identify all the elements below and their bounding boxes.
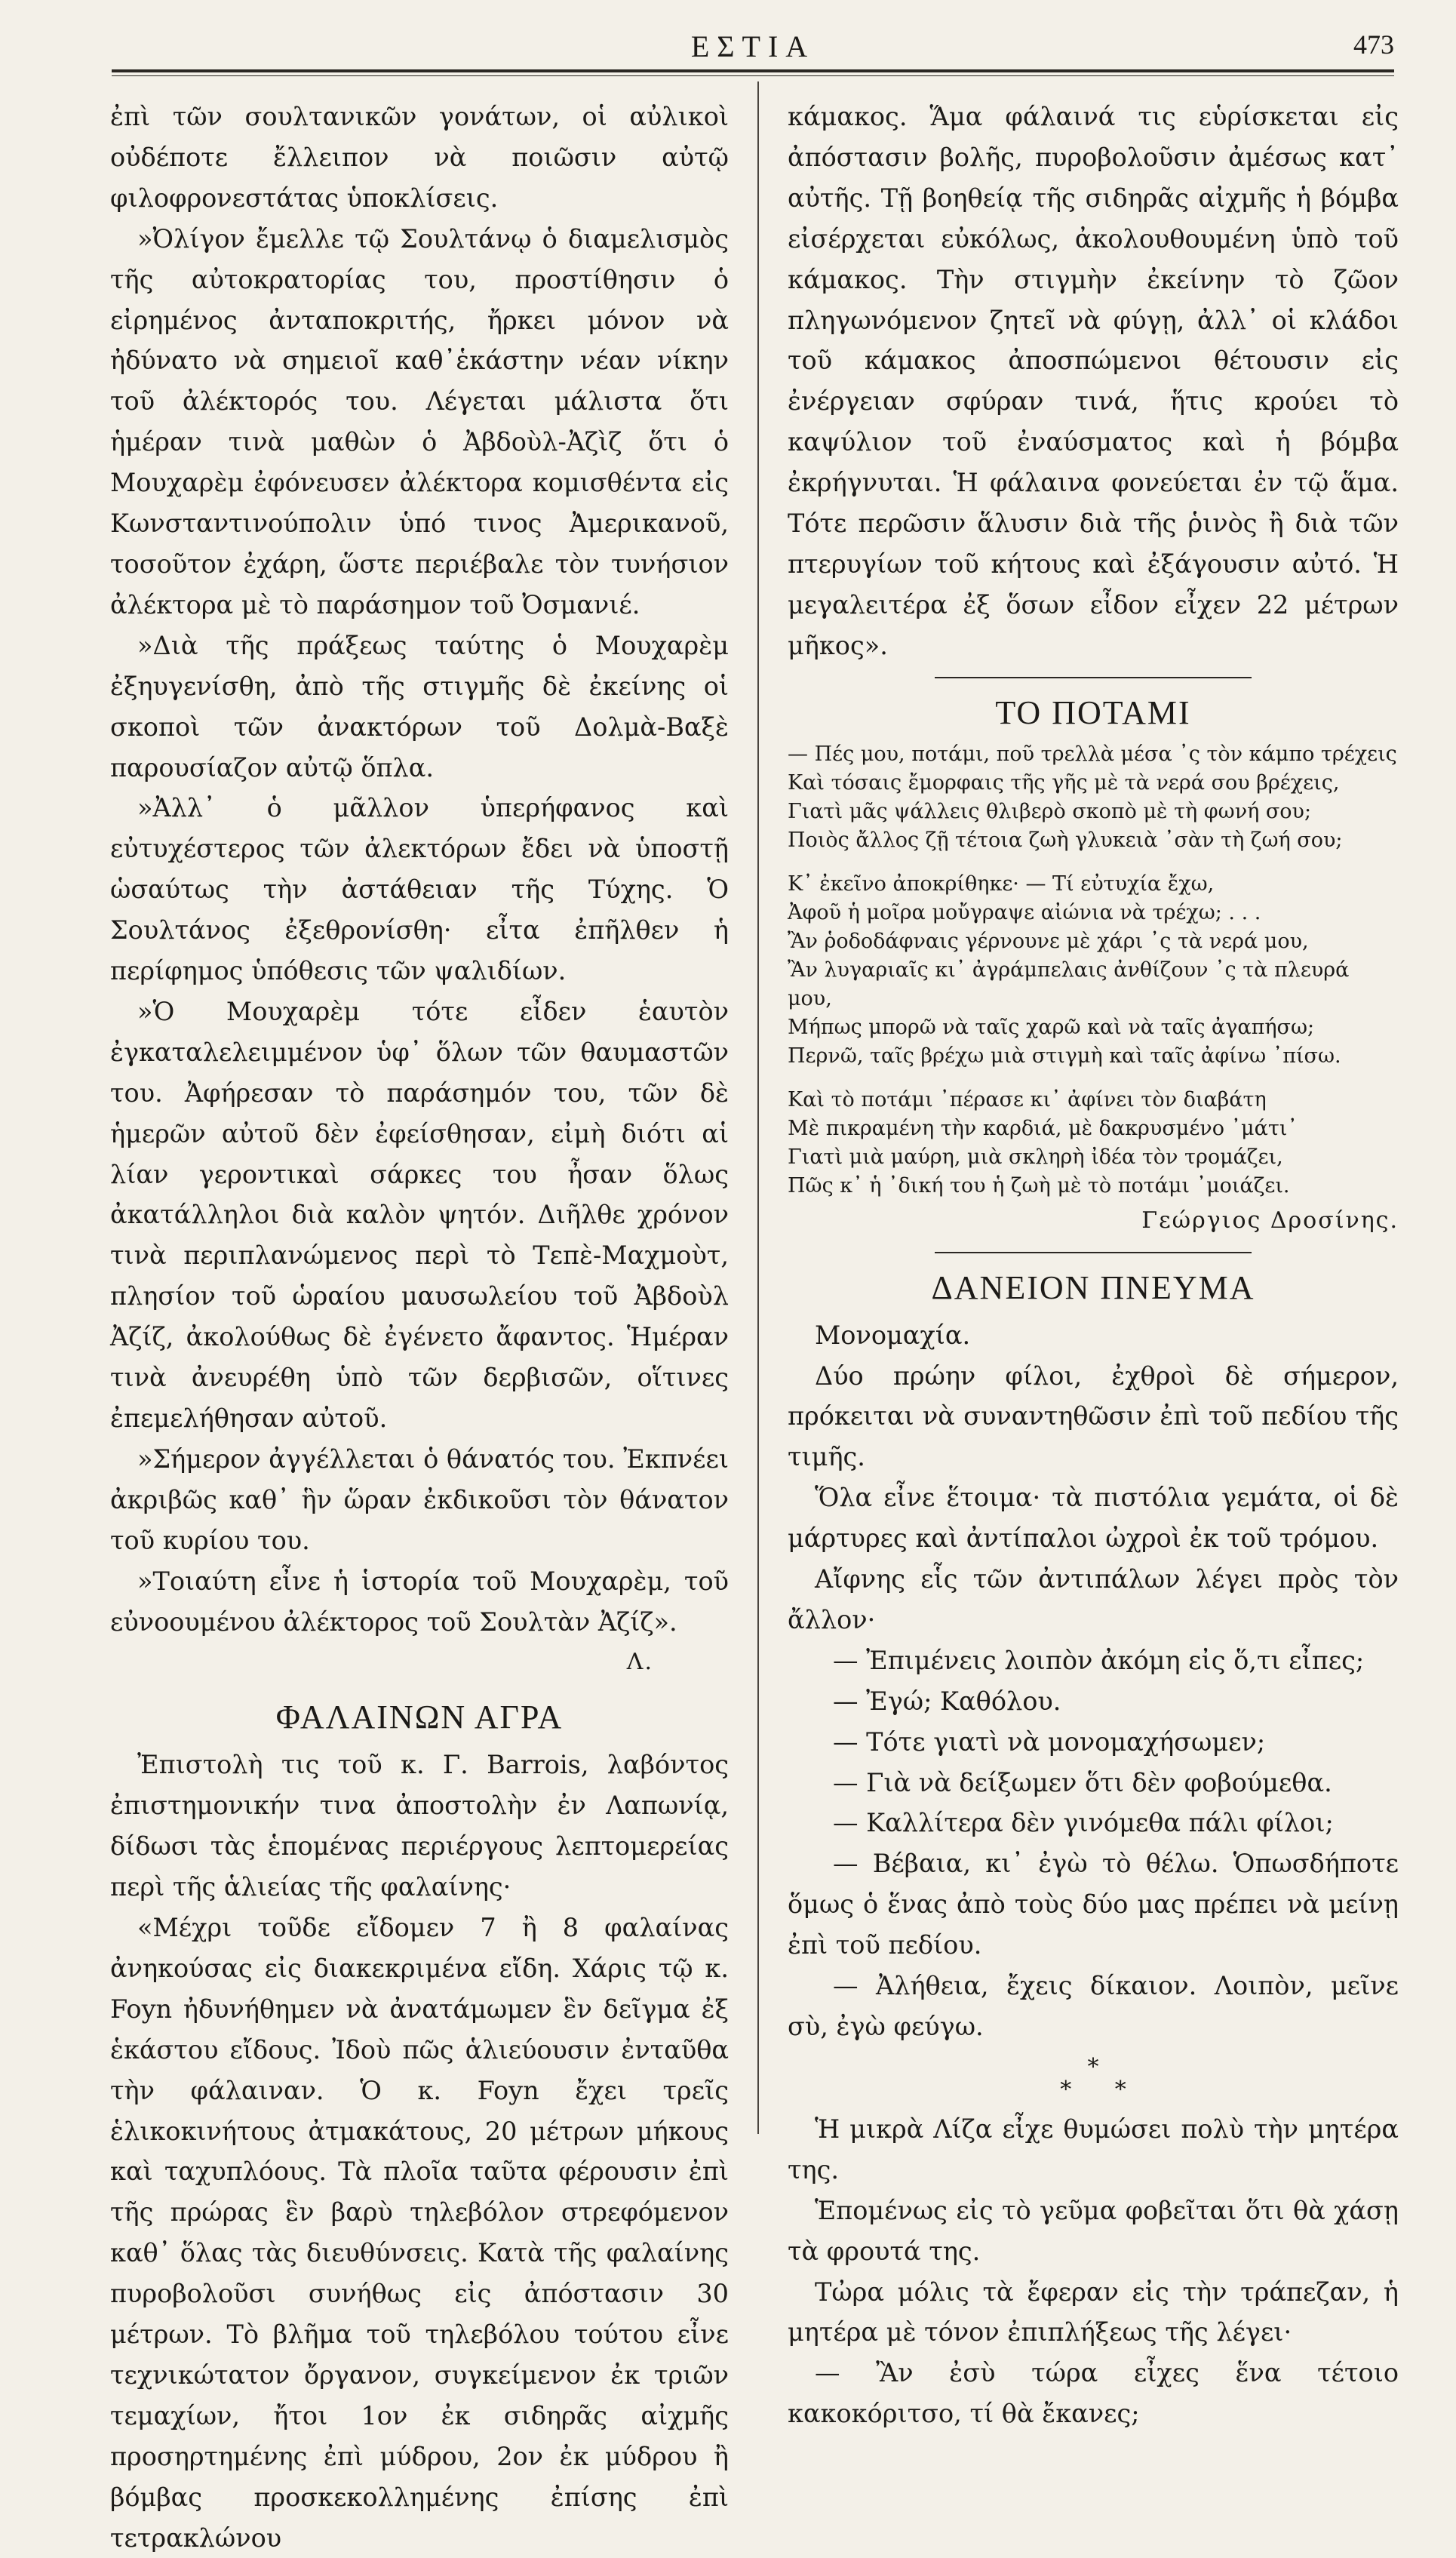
paragraph: Δύο πρώην φίλοι, ἐχθροὶ δὲ σήμερον, πρόκειται νὰ συναντηθῶσιν ἐπὶ τοῦ πεδίου τῆς τιμῆς. (788, 1360, 1399, 1472)
paragraph: Ἡ μικρὰ Λίζα εἶχε θυμώσει πολὺ τὴν μητέρα της. (788, 2114, 1399, 2184)
dialogue-line: — Ἐπιμένεις λοιπὸν ἀκόμη εἰς ὅ,τι εἶπες; (833, 1645, 1365, 1675)
page-number: 473 (1353, 29, 1394, 60)
paragraph: Τὠρα μόλις τὰ ἔφεραν εἰς τὴν τράπεζαν, ἡ μητέρα μὲ τόνον ἐπιπλήξεως τῆς λέγει· (788, 2277, 1399, 2347)
poem-signature: Γεώργιος Δροσίνης. (1141, 1207, 1399, 1234)
poem-line: Περνῶ, ταῖς βρέχω μιὰ στιγμὴ καὶ ταῖς ἀφίνω ᾽πίσω. (788, 1044, 1341, 1068)
paragraph: »Διὰ τῆς πράξεως ταύτης ὁ Μουχαρὲμ ἐξηυγενίσθη, ἀπὸ τῆς στιγμῆς δὲ ἐκείνης οἱ σκοποὶ τῶν ἀνακτόρων τοῦ Δολμὰ-Βαξὲ παρουσίαζον αὐτῷ ὅπλα. (110, 630, 729, 782)
paragraph: «Μέχρι τοῦδε εἴδομεν 7 ἢ 8 φαλαίνας ἀνηκούσας εἰς διακεκριμένα εἴδη. Χάρις τῷ κ. Foyn ἠδυνήθημεν νὰ ἀνατάμωμεν ἓν δεῖγμα ἐξ ἑκάστου εἴδους. Ἰδοὺ πῶς ἁλιεύουσιν ἐνταῦθα τὴν φάλαιναν. Ὁ κ. Foyn ἔχει τρεῖς ἑλικοκινήτους ἀτμακάτους, 20 μέτρων μήκους καὶ ταχυπλόους. Τὰ πλοῖα ταῦτα φέρουσιν ἐπὶ τῆς πρώρας ἓν βαρὺ τηλεβόλον στρεφόμενον καθ᾽ ὅλας τὰς διευθύνσεις. Κατὰ τῆς φαλαίνης πυροβολοῦσι συνήθως εἰς ἀπόστασιν 30 μέτρων. Τὸ βλῆμα τοῦ τηλεβόλου τούτου εἶνε τεχνικώτατον ὄργανον, συγκείμενον ἐκ τριῶν τεμαχίων, ἤτοι 1ον ἐκ σιδηρᾶς αἰχμῆς προσηρτημένης ἐπὶ μύδρου, 2ον ἐκ μύδρου ἢ βόμβας προσκεκολλημένης ἐπίσης ἐπὶ τετρακλώνου (110, 1912, 729, 2553)
header-rule (112, 69, 1394, 72)
page-header (112, 21, 1394, 74)
poem-line: Καὶ τὸ ποτάμι ᾽πέρασε κι᾽ ἀφίνει τὸν διαβάτη (788, 1087, 1267, 1111)
poem-line: Ἀφοῦ ἡ μοῖρα μοὔγραψε αἰώνια νὰ τρέχω; . . . (788, 900, 1261, 924)
dialogue-line: — Βέβαια, κι᾽ ἐγὼ τὸ θέλω. Ὁπωσδήποτε ὅμως ὁ ἕνας ἀπὸ τοὺς δύο μας πρέπει νὰ μείνῃ ἐπὶ τοῦ πεδίου. (788, 1849, 1399, 1960)
paragraph: »Σήμερον ἀγγέλλεται ὁ θάνατός του. Ἐκπνέει ἀκριβῶς καθ᾽ ἣν ὥραν ἐκδικοῦσι τὸν θάνατον τοῦ κυρίου του. (110, 1443, 729, 1555)
poem-line: Ἂν ῥοδοδάφναις γέρνουνε μὲ χάρι ᾽ς τὰ νερά μου, (788, 929, 1309, 953)
stanza-gap (788, 855, 1399, 870)
poem-line: Γιατὶ μᾶς ψάλλεις θλιβερὸ σκοπὸ μὲ τὴ φωνή σου; (788, 799, 1312, 823)
section-heading-borrowed-wit: ΔΑΝΕΙΟΝ ΠΝΕΥΜΑ (931, 1268, 1255, 1306)
paragraph: »Ὀλίγον ἔμελλε τῷ Σουλτάνῳ ὁ διαμελισμὸς τῆς αὐτοκρατορίας του, προστίθησιν ὁ εἰρημένος ἀνταποκριτής, ἤρκει μόνον νὰ ἠδύνατο νὰ σημειοῖ καθ᾽ἑκάστην νέαν νίκην τοῦ ἀλέκτορός του. Λέγεται μάλιστα ὅτι ἡμέραν τινὰ μαθὼν ὁ Ἀβδοὺλ-Ἀζὶζ ὅτι ὁ Μουχαρὲμ ἐφόνευσεν ἀλέκτορα κομισθέντα εἰς Κωνσταντινούπολιν ὑπό τινος Ἀμερικανοῦ, τοσοῦτον ἐχάρη, ὥστε περιέβαλε τὸν τυνήσιον ἀλέκτορα μὲ τὸ παράσημον τοῦ Ὀσμανιέ. (110, 223, 729, 620)
dialogue (788, 1640, 1399, 2047)
section-heading-whale-hunting: ΦΑΛΑΙΝΩΝ ΑΓΡΑ (275, 1699, 564, 1736)
article-continuation: κάμακος. Ἅμα φάλαινά τις εὑρίσκεται εἰς ἀπόστασιν βολῆς, πυροβολοῦσιν ἀμέσως κατ᾽ αὐτῆς. Τῇ βοηθείᾳ τῆς σιδηρᾶς αἰχμῆς ἡ βόμβα εἰσέρχεται εὐκόλως, ἀκολουθουμένη ὑπὸ τοῦ κάμακος. Τὴν στιγμὴν ἐκείνην τὸ ζῶον πληγωνόμενον ζητεῖ νὰ φύγῃ, ἀλλ᾽ οἱ κλάδοι τοῦ κάμακος ἀποσπώμενοι θέτουσιν εἰς ἐνέργειαν σφύραν τινά, ἥτις κρούει τὸ καψύλιον τοῦ ἐναύσματος καὶ ἡ βόμβα ἐκρήγνυται. Ἡ φάλαινα φονεύεται ἐν τῷ ἅμα. Τότε περῶσιν ἅλυσιν διὰ τῆς ῥινὸς ἢ διὰ τῶν πτερυγίων τοῦ κήτους καὶ ἐξάγουσιν αὐτό. Ἡ μεγαλειτέρα ἐξ ὅσων εἶδον εἶχεν 22 μέτρων μῆκος». (788, 102, 1399, 660)
stanza-gap (788, 1071, 1399, 1086)
paragraph: Ὅλα εἶνε ἕτοιμα· τὰ πιστόλια γεμάτα, οἱ δὲ μάρτυρες καὶ ἀντίπαλοι ὠχροὶ ἐκ τοῦ τρόμου. (788, 1483, 1399, 1554)
dialogue-line: — Καλλίτερα δὲν γινόμεθα πάλι φίλοι; (833, 1808, 1334, 1838)
dialogue-line: — Τότε γιατὶ νὰ μονομαχήσωμεν; (833, 1726, 1266, 1757)
poem-line: Ποιὸς ἄλλος ζῇ τέτοια ζωὴ γλυκειὰ ᾽σὰν τὴ ζωή σου; (788, 828, 1343, 852)
section-rule (935, 677, 1252, 678)
poem-line: Ἂν λυγαριαῖς κι᾽ ἀγράμπελαις ἀνθίζουν ᾽ς τὰ πλευρά μου, (788, 958, 1350, 1010)
paragraph: »Ὁ Μουχαρὲμ τότε εἶδεν ἑαυτὸν ἐγκαταλελειμμένον ὑφ᾽ ὅλων τῶν θαυμαστῶν του. Ἀφήρεσαν τὸ παράσημόν του, τῶν δὲ ἡμερῶν αὐτοῦ δὲν ἐφείσθησαν, εἰμὴ διότι αἱ λίαν γεροντικαὶ σάρκες του ἦσαν ὅλως ἀκατάλληλοι διὰ καλὸν ψητόν. Διῆλθε χρόνον τινὰ περιπλανώμενος περὶ τὸ Τεπὲ-Μαχμοὺτ, πλησίον τοῦ ὡραίου μαυσωλείου τοῦ Ἀβδοὺλ Ἀζίζ, ἀκολούθως δὲ ἐγένετο ἄφαντος. Ἡμέραν τινὰ ἀνευρέθη ὑπὸ τῶν δερβισῶν, οἵτινες ἐπεμελήθησαν αὐτοῦ. (110, 996, 729, 1433)
paragraph: »Ἀλλ᾽ ὁ μᾶλλον ὑπερήφανος καὶ εὐτυχέστερος τῶν ἀλεκτόρων ἔδει νὰ ὑποστῇ ὡσαύτως τὴν ἀστάθειαν τῆς Τύχης. Ὁ Σουλτάνος ἐξεθρονίσθη· εἶτα ἐπῆλθεν ἡ περίφημος ὑπόθεσις τῶν ψαλιδίων. (110, 793, 729, 986)
paragraph: »Τοιαύτη εἶνε ἡ ἱστορία τοῦ Μουχαρὲμ, τοῦ εὐνοουμένου ἀλέκτορος τοῦ Σουλτὰν Ἀζίζ». (110, 1566, 729, 1637)
article-signature: Λ. (626, 1649, 653, 1676)
asterism-bottom: * * (1060, 2076, 1144, 2103)
paragraph: — Ἂν ἐσὺ τώρα εἶχες ἕνα τέτοιο κακοκόριτσο, τί θὰ ἔκανες; (788, 2358, 1399, 2429)
column-divider (757, 81, 759, 2134)
article-continuation: ἐπὶ τῶν σουλτανικῶν γονάτων, οἱ αὐλικοὶ οὐδέποτε ἔλλειπον νὰ ποιῶσιν αὐτῷ φιλοφρονεστάτας ὑποκλίσεις. (110, 102, 729, 213)
paragraph: Ἐπιστολὴ τις τοῦ κ. Γ. Barrois, λαβόντος ἐπιστημονικήν τινα ἀποστολὴν ἐν Λαπωνίᾳ, δίδωσι τὰς ἑπομένας περιέργους λεπτομερείας περὶ τῆς ἁλιείας τῆς φαλαίνης· (110, 1750, 729, 1902)
poem-line: — Πές μου, ποτάμι, ποῦ τρελλὰ μέσα ᾽ς τὸν κάμπο τρέχεις (788, 742, 1397, 766)
dialogue-line: — Ἀλήθεια, ἔχεις δίκαιον. Λοιπὸν, μεῖνε σὺ, ἐγὼ φεύγω. (788, 1971, 1399, 2041)
subheading: Μονομαχία. (815, 1320, 971, 1350)
right-column (788, 97, 1399, 2434)
section-rule (935, 1252, 1252, 1253)
asterism-top: * (1087, 2053, 1099, 2080)
poem-line: Πῶς κ᾽ ἡ ᾽δική του ἡ ζωὴ μὲ τὸ ποτάμι ᾽μοιάζει. (788, 1173, 1290, 1198)
left-column (110, 97, 729, 2558)
poem-line: Μὲ πικραμένη τὴν καρδιά, μὲ δακρυσμένο ᾽μάτι᾽ (788, 1116, 1298, 1140)
paragraph: Ἑπομένως εἰς τὸ γεῦμα φοβεῖται ὅτι θὰ χάσῃ τὰ φρουτά της. (788, 2195, 1399, 2266)
poem-line: Κ᾽ ἐκεῖνο ἀποκρίθηκε· — Τί εὐτυχία ἔχω, (788, 872, 1215, 896)
dialogue-line: — Γιὰ νὰ δείξωμεν ὅτι δὲν φοβούμεθα. (833, 1767, 1332, 1797)
header-rule-thin (112, 75, 1394, 76)
section-heading-river: ΤΟ ΠΟΤΑΜΙ (995, 693, 1191, 731)
asterism-separator (788, 2053, 1399, 2103)
paragraph: Αἴφνης εἷς τῶν ἀντιπάλων λέγει πρὸς τὸν ἄλλον· (788, 1564, 1399, 1634)
masthead-title: ΕΣΤΙΑ (690, 29, 816, 63)
poem-line: Γιατὶ μιὰ μαύρη, μιὰ σκληρὴ ἰδέα τὸν τρομάζει, (788, 1145, 1283, 1169)
dialogue-line: — Ἐγώ; Καθόλου. (833, 1686, 1061, 1716)
poem-line: Καὶ τόσαις ἔμορφαις τῆς γῆς μὲ τὰ νερά σου βρέχεις, (788, 770, 1340, 795)
poem-line: Μήπως μπορῶ νὰ ταῖς χαρῶ καὶ νὰ ταῖς ἀγαπήσω; (788, 1015, 1315, 1039)
poem (788, 740, 1399, 1201)
